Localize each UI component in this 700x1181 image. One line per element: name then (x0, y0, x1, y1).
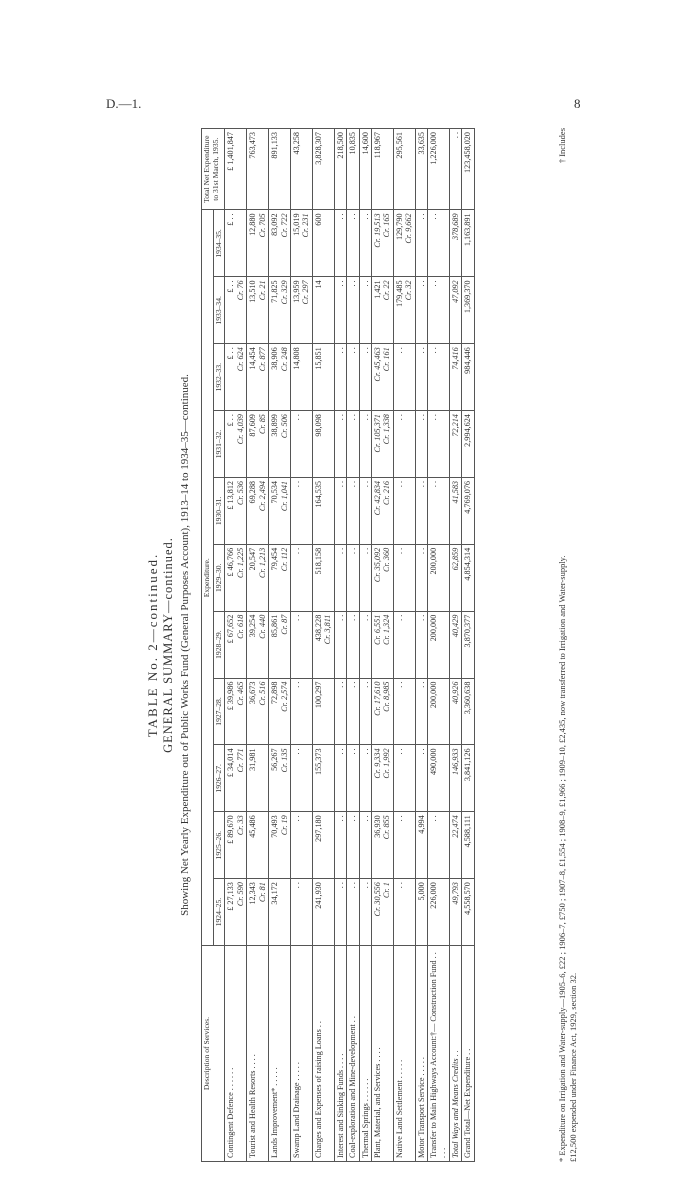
expenditure-cell: 22,474 (449, 812, 461, 879)
expenditure-cell: . . (428, 277, 450, 344)
expenditure-cell: Cr. 105,371 Cr. 1,338 (371, 411, 393, 478)
table-row (415, 129, 427, 1162)
year-header: 1924–25. (213, 879, 225, 946)
service-description: Transfer to Main Highways Account:†— Construction Fund . . . . . (428, 945, 450, 1161)
rotated-table-block (145, 128, 625, 1162)
footnote-star: * Expenditure on Irrigation and Water-supply—1905–6, £22 ; 1906–7, £750 ; 1907–8, £1,554 ; 1908–9, £1,966 ; 1909–10, £2,435, now transferred to Irrigation and Water-supply. (557, 555, 567, 1162)
expenditure-cell: . . (415, 745, 427, 812)
expenditure-cell: . . (428, 210, 450, 277)
service-description: Native Land Settlement . . . . . (393, 945, 415, 1161)
service-description: Plant, Material, and Services . . . . (371, 945, 393, 1161)
total-header: Total Net Expenditure to 31st March, 1935. (202, 129, 225, 210)
expenditure-cell: . . (334, 678, 346, 745)
summary-title: GENERAL SUMMARY—continued. (161, 537, 175, 753)
expenditure-cell: £ 67,652 Cr. 618 (225, 611, 247, 678)
total-cell: 10,835 (347, 129, 359, 210)
expenditure-cell: . . (334, 812, 346, 879)
service-description: Tourist and Health Resorts . . . . (247, 945, 269, 1161)
year-header: 1933–34. (213, 277, 225, 344)
total-cell: 118,967 (371, 129, 393, 210)
page-code: D.—1. (106, 96, 142, 111)
expenditure-cell: £ . . Cr. 4,039 (225, 411, 247, 478)
expenditure-cell: 600 (312, 210, 334, 277)
expenditure-cell: . . (415, 210, 427, 277)
expenditure-cell: 12,343 Cr. 81 (247, 879, 269, 946)
table-row (347, 129, 359, 1162)
expenditure-cell: £ 27,133 Cr. 590 (225, 879, 247, 946)
table-row (393, 129, 415, 1162)
table-row (371, 129, 393, 1162)
service-description: Charges and Expenses of raising Loans . . (312, 945, 334, 1161)
expenditure-cell: . . (359, 277, 371, 344)
expenditure-cell: 200,000 (428, 678, 450, 745)
expenditure-cell: . . (415, 344, 427, 411)
service-description: Grand Total—Net Expenditure . . (462, 945, 474, 1161)
expenditure-cell: 83,092 Cr. 722 (269, 210, 291, 277)
expenditure-cell: 69,288 Cr. 2,494 (247, 477, 269, 544)
table-row (428, 129, 450, 1162)
total-cell: 295,561 (393, 129, 415, 210)
expenditure-cell: 15,019 Cr. 231 (290, 210, 312, 277)
table-row (247, 129, 269, 1162)
expenditure-cell: 20,547 Cr. 1,213 (247, 544, 269, 611)
expenditure-cell: . . (393, 411, 415, 478)
expenditure-cell: 4,558,570 (462, 879, 474, 946)
expenditure-cell: Cr. 6,551 Cr. 1,324 (371, 611, 393, 678)
expenditure-cell: 70,534 Cr. 1,041 (269, 477, 291, 544)
expenditure-cell: . . (415, 277, 427, 344)
expenditure-cell: . . (334, 210, 346, 277)
expenditure-cell: 179,485 Cr. 32 (393, 277, 415, 344)
total-cell: 14,600 (359, 129, 371, 210)
expenditure-cell: . . (428, 344, 450, 411)
expenditure-cell: . . (359, 812, 371, 879)
table-row (269, 129, 291, 1162)
expenditure-cell: 200,000 (428, 544, 450, 611)
table-body (225, 129, 474, 1162)
expenditure-cell: 49,793 (449, 879, 461, 946)
expenditure-cell: . . (359, 477, 371, 544)
expenditure-cell: . . (359, 745, 371, 812)
expenditure-cell: Cr. 45,463 Cr. 161 (371, 344, 393, 411)
expenditure-cell: 4,769,076 (462, 477, 474, 544)
expenditure-cell: . . (415, 678, 427, 745)
expenditure-cell: 13,959 Cr. 297 (290, 277, 312, 344)
service-description: Thermal Springs . . . . . . (359, 945, 371, 1161)
service-description: Swamp Land Drainage . . . . . (290, 945, 312, 1161)
expenditure-cell: . . (334, 344, 346, 411)
expenditure-cell: £ 39,986 Cr. 465 (225, 678, 247, 745)
expenditure-cell: . . (290, 812, 312, 879)
expenditure-cell: . . (415, 544, 427, 611)
expenditure-cell: £ . . Cr. 624 (225, 344, 247, 411)
year-header: 1932–33. (213, 344, 225, 411)
expenditure-cell: 984,446 (462, 344, 474, 411)
expenditure-cell: 39,254 Cr. 440 (247, 611, 269, 678)
expenditure-cell: Cr. 30,556 Cr. 1 (371, 879, 393, 946)
expenditure-cell: . . (393, 544, 415, 611)
expenditure-cell: Cr. 19,513 Cr. 165 (371, 210, 393, 277)
expenditure-cell: . . (359, 678, 371, 745)
expenditure-cell: 100,297 (312, 678, 334, 745)
expenditure-cell: . . (393, 344, 415, 411)
expenditure-cell: £ 34,014 Cr. 771 (225, 745, 247, 812)
expenditure-cell: 226,000 (428, 879, 450, 946)
service-description: Interest and Sinking Funds . . . . (334, 945, 346, 1161)
expenditure-cell: 15,851 (312, 344, 334, 411)
expenditure-cell: 3,870,377 (462, 611, 474, 678)
expenditure-cell: . . (290, 411, 312, 478)
year-header: 1928–29. (213, 611, 225, 678)
expenditure-cell: . . (359, 544, 371, 611)
expenditure-cell: 31,981 (247, 745, 269, 812)
service-description: Coal-exploration and Mine-development . . (347, 945, 359, 1161)
expenditure-cell: . . (334, 277, 346, 344)
expenditure-cell: . . (334, 477, 346, 544)
expenditure-cell: Cr. 17,610 Cr. 8,985 (371, 678, 393, 745)
total-cell: 33,635 (415, 129, 427, 210)
page-number: 8 (574, 96, 581, 111)
expenditure-cell: . . (290, 477, 312, 544)
expenditure-cell: 13,510 Cr. 21 (247, 277, 269, 344)
expenditure-cell: 4,588,111 (462, 812, 474, 879)
expenditure-cell: . . (393, 879, 415, 946)
year-header: 1931–32. (213, 411, 225, 478)
expenditure-cell: 5,000 (415, 879, 427, 946)
expenditure-cell: . . (347, 812, 359, 879)
expenditure-cell: . . (359, 611, 371, 678)
expenditure-cell: . . (290, 544, 312, 611)
expenditure-cell: 200,000 (428, 611, 450, 678)
expenditure-cell: . . (415, 411, 427, 478)
expenditure-cell: 438,228 Cr. 3,811 (312, 611, 334, 678)
table-row (449, 129, 461, 1162)
expenditure-cell: 2,994,624 (462, 411, 474, 478)
table-subtitle: Showing Net Yearly Expenditure out of Public Works Fund (General Purposes Account), 1913–14 to 1934–35—continued. (179, 374, 191, 916)
expenditure-cell: 12,880 Cr. 705 (247, 210, 269, 277)
expenditure-cell: . . (347, 611, 359, 678)
service-description: Contingent Defence . . . . . . (225, 945, 247, 1161)
expenditure-cell: . . (347, 344, 359, 411)
expenditure-cell: . . (359, 344, 371, 411)
expenditure-cell: Cr. 9,334 Cr. 1,992 (371, 745, 393, 812)
expenditure-cell: 34,172 (269, 879, 291, 946)
table-number: TABLE No. 2—continued. (145, 552, 160, 738)
description-header: Description of Services. (202, 945, 225, 1161)
expenditure-cell: 85,861 Cr. 87 (269, 611, 291, 678)
expenditure-cell: 297,180 (312, 812, 334, 879)
total-cell: 123,458,020 (462, 129, 474, 210)
expenditure-cell: 74,416 (449, 344, 461, 411)
expenditure-cell: . . (290, 745, 312, 812)
expenditure-cell: 518,158 (312, 544, 334, 611)
expenditure-cell: . . (428, 477, 450, 544)
total-cell: 763,473 (247, 129, 269, 210)
expenditure-cell: 14,454 Cr. 877 (247, 344, 269, 411)
expenditure-cell: 62,859 (449, 544, 461, 611)
expenditure-cell: 40,926 (449, 678, 461, 745)
expenditure-cell: . . (393, 477, 415, 544)
total-cell: 891,133 (269, 129, 291, 210)
expenditure-cell: 36,930 Cr. 855 (371, 812, 393, 879)
expenditure-cell: . . (347, 477, 359, 544)
expenditure-cell: . . (359, 879, 371, 946)
table-row (334, 129, 346, 1162)
expenditure-cell: . . (334, 879, 346, 946)
year-header: 1934–35. (213, 210, 225, 277)
total-cell: 1,226,000 (428, 129, 450, 210)
expenditure-cell: 3,841,126 (462, 745, 474, 812)
year-header: 1930–31. (213, 477, 225, 544)
service-description: Motor Transport Service . . . . . (415, 945, 427, 1161)
expenditure-cell: £ 89,670 Cr. 33 (225, 812, 247, 879)
table-row (462, 129, 474, 1162)
expenditure-cell: . . (428, 411, 450, 478)
expenditure-cell: £ . . (225, 210, 247, 277)
expenditure-cell: . . (334, 745, 346, 812)
expenditure-cell: 79,454 Cr. 112 (269, 544, 291, 611)
expenditure-header: Expenditure. (202, 210, 214, 946)
expenditure-cell: . . (347, 210, 359, 277)
service-description: Total Ways and Means Credits . . (449, 945, 461, 1161)
expenditure-cell: 4,994 (415, 812, 427, 879)
expenditure-cell: . . (428, 812, 450, 879)
expenditure-cell: . . (347, 411, 359, 478)
total-cell: 218,500 (334, 129, 346, 210)
expenditure-cell: 56,267 Cr. 135 (269, 745, 291, 812)
expenditure-cell: 38,906 Cr. 248 (269, 344, 291, 411)
expenditure-cell: 38,899 Cr. 506 (269, 411, 291, 478)
expenditure-cell: 1,421 Cr. 22 (371, 277, 393, 344)
expenditure-cell: 378,689 (449, 210, 461, 277)
year-header: 1929–30. (213, 544, 225, 611)
service-description: Lands Improvement* . . . . . (269, 945, 291, 1161)
expenditure-cell: 47,092 (449, 277, 461, 344)
footnote-dagger: † Includes (557, 128, 567, 164)
expenditure-cell: Cr. 42,834 Cr. 216 (371, 477, 393, 544)
expenditure-cell: 40,429 (449, 611, 461, 678)
year-header: 1927–28. (213, 678, 225, 745)
total-cell: 43,258 (290, 129, 312, 210)
expenditure-cell: 14,808 (290, 344, 312, 411)
expenditure-cell: . . (347, 745, 359, 812)
expenditure-cell: . . (415, 611, 427, 678)
expenditure-cell: . . (334, 611, 346, 678)
expenditure-cell: 87,609 Cr. 85 (247, 411, 269, 478)
expenditure-cell: . . (359, 210, 371, 277)
table-row (225, 129, 247, 1162)
expenditure-cell: . . (393, 611, 415, 678)
table-row (290, 129, 312, 1162)
expenditure-cell: Cr. 35,092 Cr. 360 (371, 544, 393, 611)
expenditure-cell: . . (290, 611, 312, 678)
expenditure-cell: £ 13,812 Cr. 536 (225, 477, 247, 544)
total-cell: . . (449, 129, 461, 210)
expenditure-cell: . . (393, 812, 415, 879)
expenditure-cell: . . (393, 745, 415, 812)
expenditure-cell: 490,000 (428, 745, 450, 812)
expenditure-cell: £ 46,766 Cr. 1,225 (225, 544, 247, 611)
total-cell: £ 1,401,847 (225, 129, 247, 210)
expenditure-cell: . . (290, 879, 312, 946)
expenditure-cell: 71,825 Cr. 329 (269, 277, 291, 344)
expenditure-cell: 164,535 (312, 477, 334, 544)
expenditure-cell: . . (415, 477, 427, 544)
year-header: 1926–27. (213, 745, 225, 812)
expenditure-cell: 1,163,891 (462, 210, 474, 277)
expenditure-cell: 70,493 Cr. 19 (269, 812, 291, 879)
expenditure-cell: 146,933 (449, 745, 461, 812)
expenditure-cell: 72,214 (449, 411, 461, 478)
expenditure-cell: 45,486 (247, 812, 269, 879)
expenditure-cell: 3,360,638 (462, 678, 474, 745)
expenditure-cell: 1,369,370 (462, 277, 474, 344)
expenditure-cell: . . (347, 879, 359, 946)
year-header: 1925–26. (213, 812, 225, 879)
expenditure-cell: 241,930 (312, 879, 334, 946)
expenditure-cell: . . (347, 277, 359, 344)
expenditure-cell: . . (347, 678, 359, 745)
footnotes (557, 128, 579, 1162)
expenditure-cell: . . (334, 411, 346, 478)
total-cell: 3,828,307 (312, 129, 334, 210)
expenditure-cell: . . (347, 544, 359, 611)
expenditure-cell: . . (334, 544, 346, 611)
expenditure-cell: 4,854,314 (462, 544, 474, 611)
expenditure-cell: . . (393, 678, 415, 745)
expenditure-cell: 72,898 Cr. 2,574 (269, 678, 291, 745)
expenditure-cell: 41,583 (449, 477, 461, 544)
expenditure-table (201, 128, 475, 1162)
table-row (359, 129, 371, 1162)
expenditure-cell: 36,673 Cr. 516 (247, 678, 269, 745)
expenditure-cell: 155,373 (312, 745, 334, 812)
footnote-star-continued: £12,500 expended under Finance Act, 1929, section 32. (568, 972, 579, 1162)
expenditure-cell: 98,098 (312, 411, 334, 478)
expenditure-cell: 14 (312, 277, 334, 344)
expenditure-cell: . . (359, 411, 371, 478)
table-row (312, 129, 334, 1162)
expenditure-cell: £ . . Cr. 76 (225, 277, 247, 344)
expenditure-cell: 129,790 Cr. 9,662 (393, 210, 415, 277)
expenditure-cell: . . (290, 678, 312, 745)
